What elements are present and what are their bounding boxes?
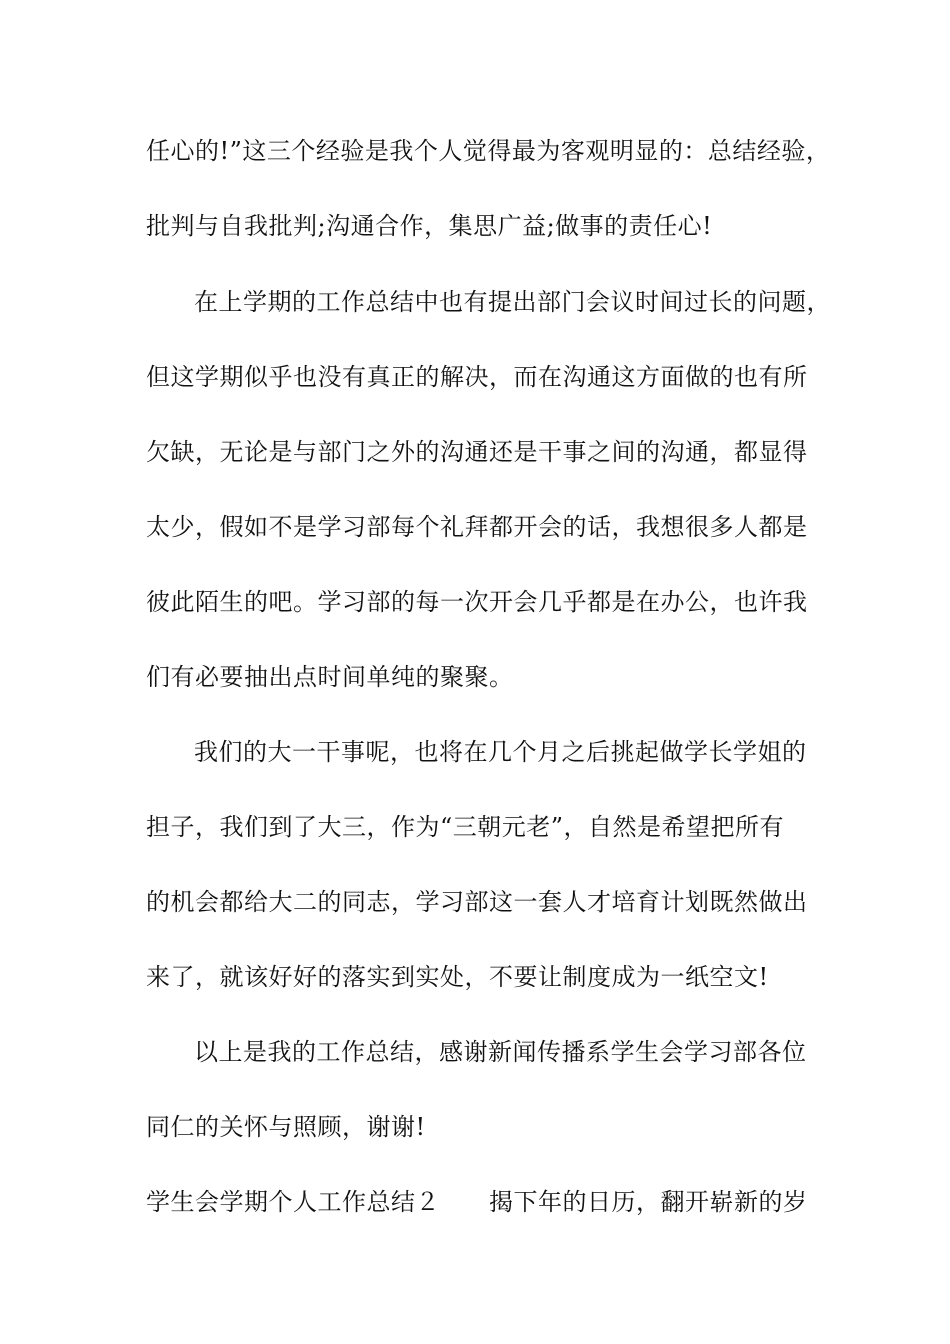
text-line: 来了，就该好好的落实到实处，不要让制度成为一纸空文! [146,963,769,991]
text-line: 担子，我们到了大三，作为“三朝元老”，自然是希望把所有 [146,813,785,841]
text-line: 欠缺，无论是与部门之外的沟通还是干事之间的沟通，都显得 [146,438,808,466]
text-line: 太少，假如不是学习部每个礼拜都开会的话，我想很多人都是 [146,513,808,541]
text-line: 批判与自我批判;沟通合作，集思广益;做事的责任心! [146,212,713,240]
paragraph-first-line: 在上学期的工作总结中也有提出部门会议时间过长的问题， [194,288,831,316]
text-line: 彼此陌生的吧。学习部的每一次开会几乎都是在办公，也许我 [146,588,808,616]
section-heading-line: 学生会学期个人工作总结２ 揭下年的日历，翻开崭新的岁 [146,1188,808,1216]
paragraph-first-line: 我们的大一干事呢，也将在几个月之后挑起做学长学姐的 [194,738,807,766]
text-line: 们有必要抽出点时间单纯的聚聚。 [146,663,514,691]
text-line: 任心的!”这三个经验是我个人觉得最为客观明显的：总结经验， [146,137,831,165]
text-line: 但这学期似乎也没有真正的解决，而在沟通这方面做的也有所 [146,363,808,391]
paragraph-first-line: 以上是我的工作总结，感谢新闻传播系学生会学习部各位 [194,1038,807,1066]
text-line: 同仁的关怀与照顾，谢谢! [146,1113,426,1141]
text-line: 的机会都给大二的同志，学习部这一套人才培育计划既然做出 [146,888,808,916]
